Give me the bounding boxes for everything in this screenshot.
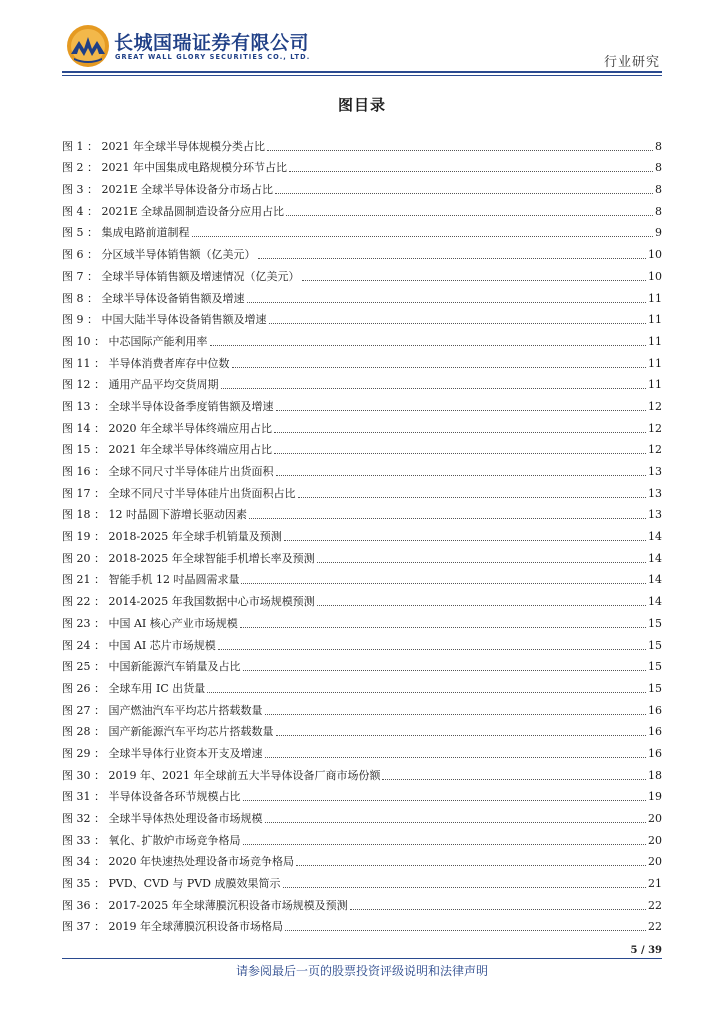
toc-leader-dots	[192, 236, 654, 237]
toc-entry[interactable]	[62, 175, 662, 197]
toc-entry-page: 11	[648, 291, 662, 305]
toc-leader-dots	[243, 844, 647, 845]
toc-leader-dots	[240, 627, 646, 628]
toc-entry-page: 14	[648, 573, 662, 587]
toc-entry-label: 图 21 ： 智能手机 12 吋晶圆需求量	[62, 573, 240, 587]
toc-entry-label: 图 28 ： 国产新能源汽车平均芯片搭载数量	[62, 725, 274, 739]
toc-entry-label: 图 8 ： 全球半导体设备销售额及增速	[62, 291, 245, 305]
toc-entry-page: 13	[648, 465, 662, 478]
toc-entry[interactable]	[62, 284, 662, 306]
toc-entry-page: 8	[655, 204, 662, 218]
toc-entry-page: 8	[655, 161, 662, 175]
toc-entry-page: 11	[648, 356, 662, 370]
toc-entry[interactable]	[62, 349, 662, 371]
toc-leader-dots	[243, 800, 647, 801]
toc-entry-label: 图 22 ： 2014-2025 年我国数据中心市场规模预测	[62, 595, 315, 609]
toc-leader-dots	[317, 605, 646, 606]
toc-leader-dots	[207, 692, 646, 693]
toc-entry-label: 图 30 ： 2019 年、2021 年全球前五大半导体设备厂商市场份额	[62, 768, 381, 782]
toc-entry-page: 13	[648, 486, 662, 500]
toc-entry-page: 21	[648, 877, 662, 891]
toc-leader-dots	[286, 215, 653, 216]
toc-entry[interactable]	[62, 674, 662, 696]
disclaimer-link[interactable]: 请参阅最后一页的股票投资评级说明和法律声明	[235, 964, 488, 978]
toc-entry-label: 图 31 ： 半导体设备各环节规模占比	[62, 790, 241, 804]
toc-entry-page: 11	[648, 313, 662, 327]
toc-entry[interactable]	[62, 653, 662, 675]
toc-entry-page: 10	[648, 248, 662, 262]
toc-entry-label: 图 36 ： 2017-2025 年全球薄膜沉积设备市场规模及预测	[62, 898, 348, 912]
toc-entry-label: 图 4 ： 2021E 全球晶圆制造设备分应用占比	[62, 204, 285, 218]
toc-leader-dots	[247, 302, 647, 303]
header-divider	[62, 71, 662, 73]
toc-title: 图目录	[337, 96, 386, 114]
toc-entry-page: 22	[648, 920, 662, 934]
toc-entry-page: 15	[648, 616, 662, 630]
toc-leader-dots	[265, 757, 647, 758]
toc-entry-label: 图 24 ： 中国 AI 芯片市场规模	[62, 638, 216, 652]
toc-leader-dots	[317, 562, 646, 563]
toc-entry-page: 13	[648, 508, 662, 522]
toc-entry-label: 图 19 ： 2018-2025 年全球手机销量及预测	[62, 530, 282, 544]
toc-entry-page: 18	[648, 768, 662, 782]
toc-entry[interactable]	[62, 479, 662, 501]
toc-entry-page: 10	[648, 269, 662, 283]
toc-leader-dots	[302, 280, 647, 281]
toc-entry[interactable]	[62, 609, 662, 631]
toc-leader-dots	[284, 540, 646, 541]
toc-leader-dots	[350, 909, 646, 910]
toc-entry[interactable]	[62, 457, 662, 479]
toc-entry[interactable]	[62, 414, 662, 436]
toc-entry-label: 图 15 ： 2021 年全球半导体终端应用占比	[62, 443, 272, 457]
toc-entry[interactable]	[62, 891, 662, 913]
toc-entry[interactable]	[62, 696, 662, 718]
toc-entry-label: 图 20 ： 2018-2025 年全球智能手机增长率及预测	[62, 551, 315, 565]
toc-entry-label: 图 34 ： 2020 年快速热处理设备市场竞争格局	[62, 855, 294, 869]
toc-entry-label: 图 25 ： 中国新能源汽车销量及占比	[62, 660, 241, 674]
toc-entry-label: 图 35 ： PVD、CVD 与 PVD 成膜效果简示	[62, 877, 281, 891]
toc-entry[interactable]	[62, 371, 662, 393]
toc-leader-dots	[241, 583, 646, 584]
toc-leader-dots	[265, 822, 647, 823]
toc-leader-dots	[382, 779, 646, 780]
toc-leader-dots	[210, 345, 647, 346]
toc-entry-label: 图 14 ： 2020 年全球半导体终端应用占比	[62, 421, 272, 435]
toc-leader-dots	[276, 735, 647, 736]
toc-entry-page: 8	[655, 183, 662, 197]
toc-entry-page: 12	[648, 399, 662, 413]
toc-entry-page: 9	[655, 226, 662, 240]
toc-entry-page: 12	[648, 421, 662, 435]
toc-entry-page: 11	[648, 334, 662, 348]
toc-entry-label: 图 29 ： 全球半导体行业资本开支及增速	[62, 746, 263, 760]
toc-entry-label: 图 32 ： 全球半导体热处理设备市场规模	[62, 812, 263, 825]
footer-divider	[62, 958, 662, 959]
toc-entry-page: 11	[648, 378, 662, 392]
toc-leader-dots	[274, 432, 646, 433]
toc-leader-dots	[267, 150, 653, 151]
toc-entry-page: 16	[648, 746, 662, 760]
page-header	[0, 0, 724, 80]
toc-leader-dots	[249, 518, 646, 519]
toc-entry-label: 图 10 ： 中芯国际产能利用率	[62, 334, 208, 348]
toc-entry-label: 图 18 ： 12 吋晶圆下游增长驱动因素	[62, 508, 247, 522]
toc-entry[interactable]	[62, 327, 662, 349]
toc-entry-label: 图 37 ： 2019 年全球薄膜沉积设备市场格局	[62, 920, 283, 934]
toc-entry[interactable]	[62, 522, 662, 544]
toc-entry[interactable]	[62, 848, 662, 870]
toc-leader-dots	[283, 887, 647, 888]
toc-leader-dots	[221, 388, 647, 389]
toc-entry[interactable]	[62, 761, 662, 783]
page-number: 5 / 39	[630, 945, 662, 956]
toc-entry[interactable]	[62, 913, 662, 935]
toc-entry-page: 16	[648, 725, 662, 739]
toc-entry[interactable]	[62, 718, 662, 740]
toc-entry[interactable]	[62, 306, 662, 328]
toc-entry-page: 14	[648, 551, 662, 565]
toc-entry-label: 图 23 ： 中国 AI 核心产业市场规模	[62, 616, 238, 630]
toc-entry-page: 20	[648, 812, 662, 825]
toc-leader-dots	[232, 367, 647, 368]
toc-leader-dots	[276, 475, 647, 476]
toc-entry-page: 19	[648, 790, 662, 804]
toc-entry-label: 图 13 ： 全球半导体设备季度销售额及增速	[62, 399, 274, 413]
toc-entry-label: 图 17 ： 全球不同尺寸半导体硅片出货面积占比	[62, 486, 296, 500]
toc-entry-label: 图 6 ： 分区域半导体销售额（亿美元）	[62, 248, 256, 262]
toc-leader-dots	[285, 930, 646, 931]
toc-entry-page: 15	[648, 660, 662, 674]
toc-entry[interactable]	[62, 154, 662, 176]
toc-entry[interactable]	[62, 132, 662, 154]
toc-entry[interactable]	[62, 544, 662, 566]
toc-entry[interactable]	[62, 804, 662, 826]
toc-entry-label: 图 1 ： 2021 年全球半导体规模分类占比	[62, 139, 265, 153]
great-wall-glory-logo-icon	[66, 24, 110, 68]
toc-leader-dots	[243, 670, 647, 671]
toc-entry[interactable]	[62, 587, 662, 609]
toc-leader-dots	[218, 649, 646, 650]
toc-leader-dots	[276, 410, 647, 411]
toc-entry[interactable]	[62, 392, 662, 414]
company-name-en: GREAT WALL GLORY SECURITIES CO., LTD.	[115, 53, 311, 61]
toc-entry[interactable]	[62, 219, 662, 241]
toc-entry-label: 图 2 ： 2021 年中国集成电路规模分环节占比	[62, 161, 287, 175]
toc-leader-dots	[258, 258, 647, 259]
toc-entry-label: 图 7 ： 全球半导体销售额及增速情况（亿美元）	[62, 269, 300, 283]
toc-entry[interactable]	[62, 501, 662, 523]
toc-entry[interactable]	[62, 262, 662, 284]
toc-entry-label: 图 3 ： 2021E 全球半导体设备分市场占比	[62, 183, 274, 197]
toc-entry-label: 图 27 ： 国产燃油汽车平均芯片搭载数量	[62, 703, 263, 717]
toc-entry-page: 14	[648, 530, 662, 544]
toc-entry-page: 12	[648, 443, 662, 457]
toc-entry-label: 图 5 ： 集成电路前道制程	[62, 226, 190, 240]
figure-toc-list	[62, 132, 662, 934]
toc-entry[interactable]	[62, 783, 662, 805]
toc-entry-page: 16	[648, 703, 662, 717]
toc-entry-label: 图 9 ： 中国大陆半导体设备销售额及增速	[62, 313, 267, 327]
toc-entry-label: 图 26 ： 全球车用 IC 出货量	[62, 681, 206, 695]
company-name-cn: 长城国瑞证券有限公司	[114, 32, 310, 54]
toc-entry-label: 图 16 ： 全球不同尺寸半导体硅片出货面积	[62, 465, 274, 478]
toc-entry[interactable]	[62, 869, 662, 891]
header-divider-thin	[62, 75, 662, 76]
toc-entry[interactable]	[62, 436, 662, 458]
toc-entry-page: 8	[655, 139, 662, 153]
toc-leader-dots	[298, 497, 647, 498]
toc-entry-page: 20	[648, 855, 662, 869]
toc-entry-page: 14	[648, 595, 662, 609]
toc-leader-dots	[274, 453, 646, 454]
toc-entry-label: 图 12 ： 通用产品平均交货周期	[62, 378, 219, 392]
section-label: 行业研究	[603, 55, 660, 70]
toc-entry-page: 15	[648, 638, 662, 652]
toc-entry-page: 15	[648, 681, 662, 695]
toc-entry[interactable]	[62, 826, 662, 848]
toc-entry[interactable]	[62, 631, 662, 653]
toc-leader-dots	[275, 193, 653, 194]
toc-leader-dots	[296, 865, 646, 866]
toc-leader-dots	[269, 323, 647, 324]
toc-entry-label: 图 11 ： 半导体消费者库存中位数	[62, 356, 230, 370]
toc-entry-label: 图 33 ： 氧化、扩散炉市场竞争格局	[62, 833, 241, 847]
toc-entry[interactable]	[62, 566, 662, 588]
toc-entry[interactable]	[62, 739, 662, 761]
toc-entry-page: 22	[648, 898, 662, 912]
toc-entry[interactable]	[62, 240, 662, 262]
toc-entry-page: 20	[648, 833, 662, 847]
toc-leader-dots	[265, 714, 647, 715]
toc-entry[interactable]	[62, 197, 662, 219]
toc-leader-dots	[289, 171, 653, 172]
